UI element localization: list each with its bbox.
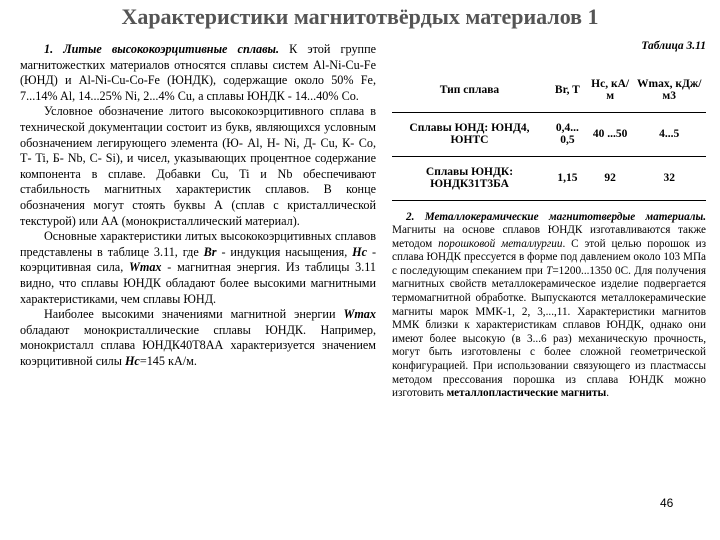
page-title: Характеристики магнитотвёрдых материалов 1: [121, 4, 599, 29]
symbol-br: Br: [203, 244, 217, 259]
text-run: .: [606, 387, 610, 400]
table-header-cell: Wmax, кДж/м3: [632, 68, 706, 112]
table-cell: 0,4... 0,5: [547, 112, 588, 156]
table-cell: 92: [588, 156, 633, 200]
properties-table: [392, 68, 706, 201]
table-cell: 32: [632, 156, 706, 200]
text-run: обладают монокристаллические сплавы ЮНДК. Например, монокристалл сплава ЮНДК40Т8АА характеризуется значением коэрцитивной силы: [20, 322, 376, 368]
page-number: 46: [660, 496, 674, 510]
paragraph-monocrystal: [20, 307, 376, 369]
text-run: . С этой целью порошок из сплава ЮНДК прессуется в форме под давлением около 103 МПа с последующим спеканием при: [392, 237, 706, 277]
paragraph-cast-alloys: [20, 42, 376, 104]
table-cell: Сплавы ЮНДК: ЮНДК31Т3БА: [392, 156, 547, 200]
right-column: [392, 40, 706, 401]
symbol-hc: Hc: [352, 244, 368, 259]
text-run: - коэрцитивная сила,: [20, 244, 377, 275]
section-heading-2: 2. Металлокерамические магнитотвердые материалы.: [406, 210, 706, 223]
table-header-row: [392, 68, 706, 112]
table-caption: Таблица 3.11: [641, 40, 706, 52]
text-run: Наиболее высокими значениями магнитной энергии: [44, 307, 344, 322]
text-run: - индукция насыщения,: [216, 244, 353, 259]
table-row: [392, 156, 706, 200]
text-run: Магниты на основе сплавов ЮНДК изготавливаются также методом: [392, 224, 706, 250]
text-run: Основные характеристики литых высококоэрцитивных сплавов представлены в таблице 3.11, где: [20, 229, 376, 259]
paragraph-characteristics: [20, 229, 376, 307]
symbol-hc: Hc: [124, 353, 140, 368]
paragraph-text: К этой группе магнитожестких материалов относятся сплавы систем Al-Ni-Cu-Fe (ЮНД) и Al-Ni-Cu-Co-Fe (ЮНДК), содержащие около 50% Fe, 7...14% Al, 14...25% Ni, 2...4% Cu, а сплавы ЮНДК - 14...40% Co.: [20, 42, 376, 103]
text-run: - магнитная энергия. Из таблицы 3.11 видно, что сплавы ЮНДК обладают более высокими магнитными характеристиками, чем сплавы ЮНД.: [20, 260, 376, 306]
table-cell: 4...5: [632, 112, 706, 156]
text-run: =1200...1350 0С. Для получения магнитных свойств металлокерамическое изделие подвергается термомагнитной обработке. Выпускаются металлокерамические магниты марок ММК-1, 2, 3,...,11. Характеристики магнитов ММК близки к характеристикам сплавов ЮНДК, однако они имеют более высокую (в 3...6 раз) механическую прочность, могут быть изготовлены с более сложной геометрической конфигурацией. При использовании связующего из пластмассы методом прессования порошка из сплава ЮНДК можно изготовить: [392, 264, 706, 400]
table-header-cell: Тип сплава: [392, 68, 547, 112]
section-heading-1: 1. Литые высококоэрцитивные сплавы.: [44, 42, 280, 56]
term-metalloplastic-magnets: металлопластические магниты: [446, 387, 607, 400]
table-cell: 1,15: [547, 156, 588, 200]
symbol-wmax: Wmax: [343, 307, 376, 322]
left-column: [20, 42, 376, 369]
term-powder-metallurgy: порошковой металлургии: [438, 237, 563, 250]
symbol-t: T: [546, 264, 553, 277]
paragraph-designation: Условное обозначение литого высококоэрцитивного сплава в технической документации состоит из букв, являющихся условным обозначением легирующего элемента (Ю- Al, Н- Ni, Д- Cu, К- Co, Т- Ti, Б- Nb, С- Si), и чисел, указывающих процентное содержание компонента в сплаве. Добавки Cu, Ti и Nb обеспечивают стабильность магнитных характеристик сплавов. В конце обозначения могут стоять буквы А (сплав с кристаллической текстурой) или АА (монокристаллический материал).: [20, 104, 376, 228]
table-row: [392, 112, 706, 156]
symbol-wmax: Wmax: [129, 260, 162, 275]
table-header-cell: Hc, кА/м: [588, 68, 633, 112]
paragraph-metal-ceramic: [392, 211, 706, 401]
text-run: =145 кА/м.: [139, 353, 197, 368]
table-cell: Сплавы ЮНД: ЮНД4, ЮНТС: [392, 112, 547, 156]
table-header-cell: Br, T: [547, 68, 588, 112]
table-cell: 40 ...50: [588, 112, 633, 156]
